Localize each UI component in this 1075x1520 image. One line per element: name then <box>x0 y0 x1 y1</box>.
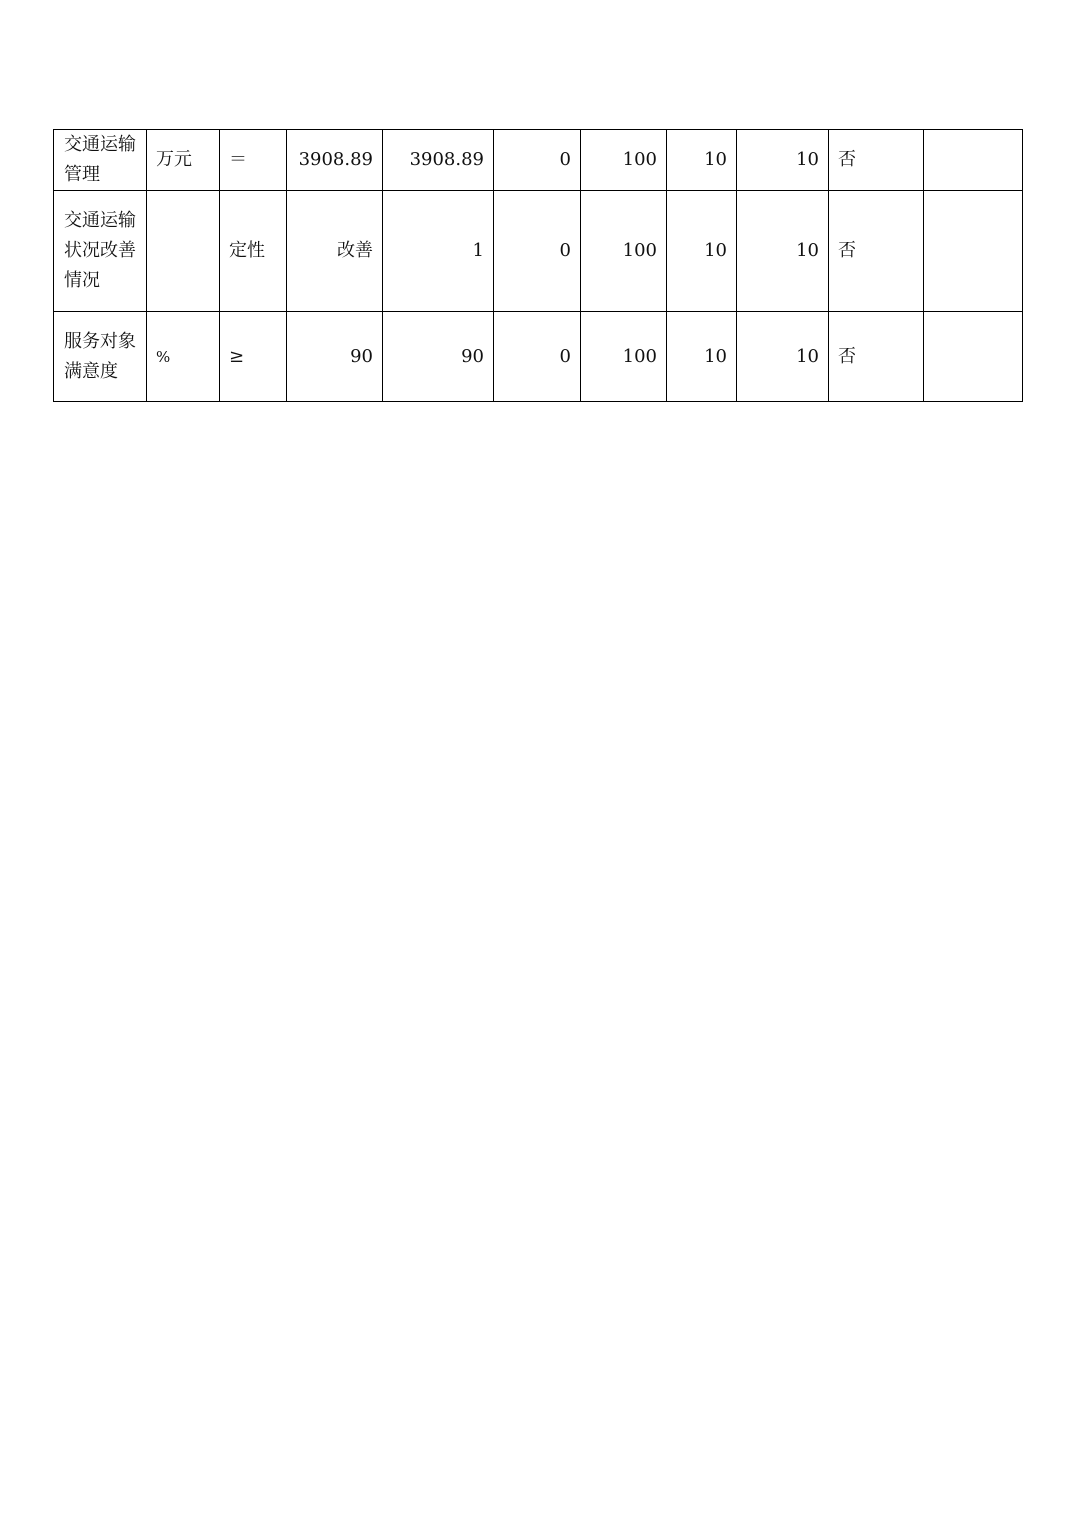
flag-cell: 否 <box>829 312 924 402</box>
actual-value-cell: 90 <box>383 312 494 402</box>
operator-cell: ≥ <box>220 312 287 402</box>
table-row <box>54 191 1023 312</box>
score-cell: 10 <box>737 130 829 191</box>
target-value-cell: 90 <box>287 312 383 402</box>
deviation-cell: 0 <box>494 130 581 191</box>
actual-value-cell: 3908.89 <box>383 130 494 191</box>
indicator-name-cell: 交通运输管理 <box>54 130 147 191</box>
performance-indicator-table <box>53 129 1023 402</box>
target-value-cell: 改善 <box>287 191 383 312</box>
actual-value-cell: 1 <box>383 191 494 312</box>
weight-cell: 10 <box>667 130 737 191</box>
unit-cell: 万元 <box>147 130 220 191</box>
remark-cell <box>924 191 1023 312</box>
flag-cell: 否 <box>829 191 924 312</box>
flag-cell: 否 <box>829 130 924 191</box>
indicator-name-cell: 服务对象满意度 <box>54 312 147 402</box>
operator-cell: ＝ <box>220 130 287 191</box>
table-row <box>54 130 1023 191</box>
table-row <box>54 312 1023 402</box>
unit-cell <box>147 191 220 312</box>
completion-cell: 100 <box>581 130 667 191</box>
deviation-cell: 0 <box>494 191 581 312</box>
deviation-cell: 0 <box>494 312 581 402</box>
completion-cell: 100 <box>581 312 667 402</box>
completion-cell: 100 <box>581 191 667 312</box>
weight-cell: 10 <box>667 312 737 402</box>
operator-cell: 定性 <box>220 191 287 312</box>
indicator-name-cell: 交通运输状况改善情况 <box>54 191 147 312</box>
remark-cell <box>924 312 1023 402</box>
target-value-cell: 3908.89 <box>287 130 383 191</box>
remark-cell <box>924 130 1023 191</box>
weight-cell: 10 <box>667 191 737 312</box>
unit-cell: % <box>147 312 220 402</box>
score-cell: 10 <box>737 191 829 312</box>
score-cell: 10 <box>737 312 829 402</box>
